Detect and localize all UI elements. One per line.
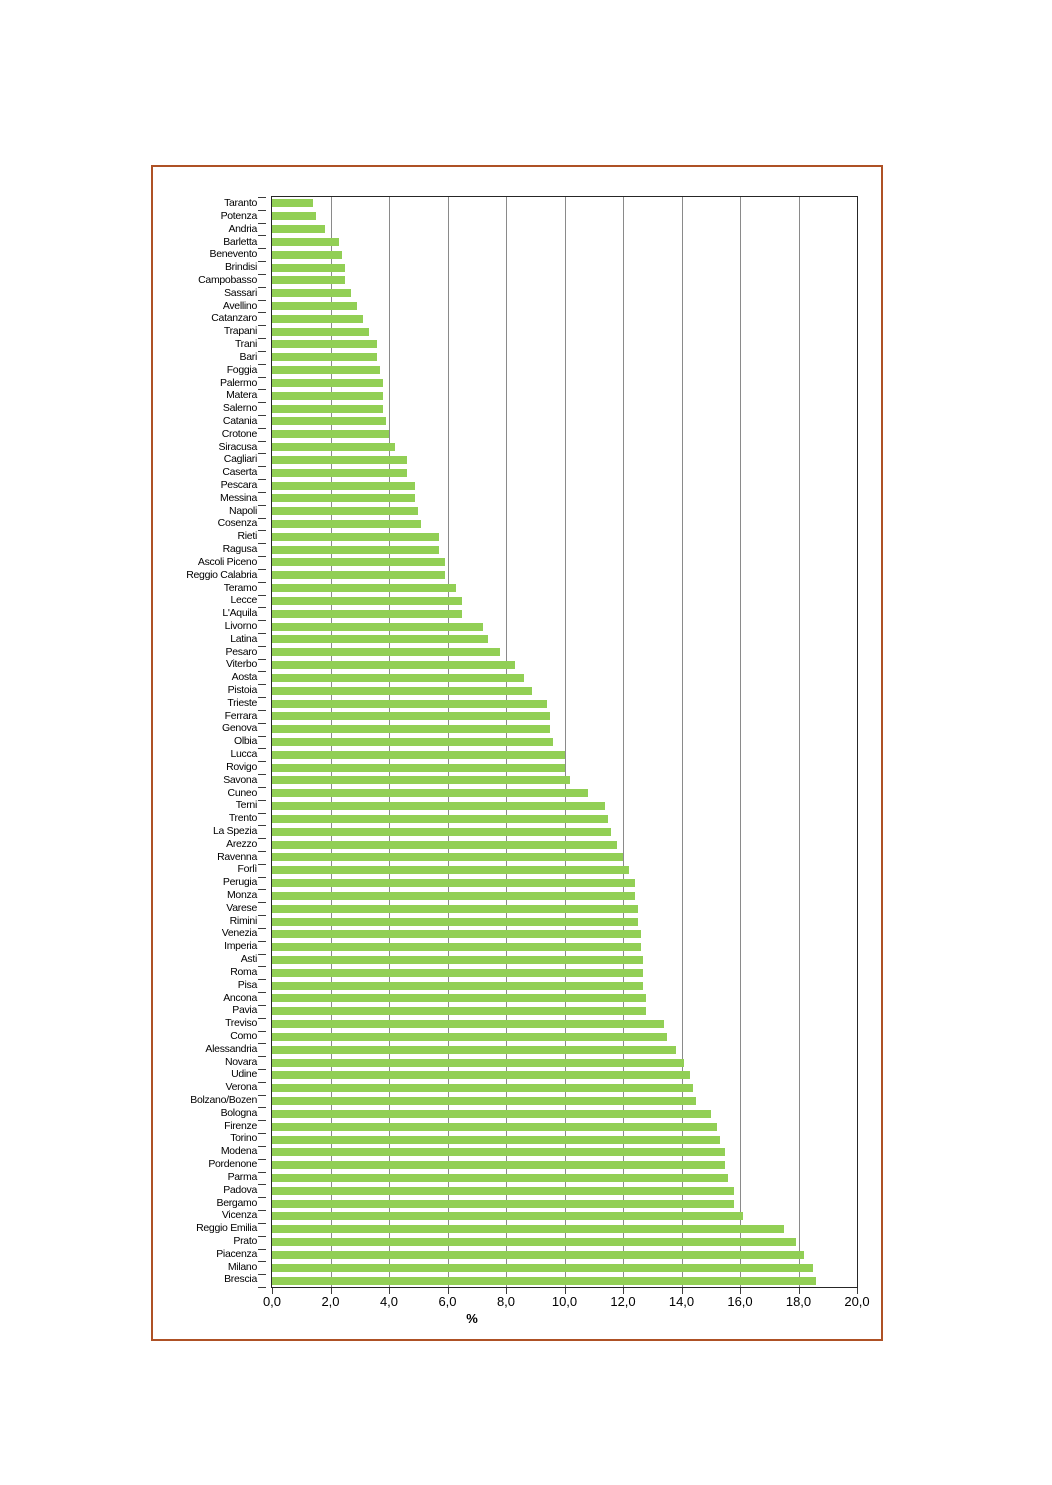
value-axis-title: % [466, 1311, 478, 1326]
category-tick [258, 941, 266, 942]
category-label: Lucca [230, 748, 257, 761]
bar-teramo [272, 584, 456, 592]
category-label: Trieste [227, 696, 257, 709]
bar-trapani [272, 328, 369, 336]
category-tick [258, 1197, 266, 1198]
bar-bologna [272, 1110, 711, 1118]
category-tick [258, 518, 266, 519]
category-label: Olbia [233, 735, 257, 748]
category-label: Andria [228, 222, 257, 235]
category-tick [258, 684, 266, 685]
category-tick [258, 389, 266, 390]
bar-pesaro [272, 648, 500, 656]
category-label: Ragusa [222, 543, 257, 556]
category-tick [258, 620, 266, 621]
bar-ascoli-piceno [272, 558, 445, 566]
bar-ragusa [272, 546, 439, 554]
bar-matera [272, 392, 383, 400]
category-label: Como [230, 1029, 257, 1042]
category-label: Udine [231, 1068, 257, 1081]
category-label: Verona [225, 1081, 257, 1094]
bar-lucca [272, 751, 565, 759]
category-label: Rimini [229, 914, 257, 927]
category-tick [258, 710, 266, 711]
value-axis-tick-labels [262, 1294, 870, 1313]
category-label: L'Aquila [222, 607, 257, 620]
category-label: Catania [222, 414, 257, 427]
bar-rovigo [272, 764, 565, 772]
category-label: Avellino [222, 299, 257, 312]
bar-arezzo [272, 841, 617, 849]
category-tick [258, 992, 266, 993]
bar-latina [272, 635, 488, 643]
category-label: Salerno [222, 402, 257, 415]
category-label: Bologna [220, 1106, 257, 1119]
gridline [799, 197, 800, 1287]
category-label: Aosta [231, 671, 257, 684]
bar-pordenone [272, 1161, 725, 1169]
category-tick [258, 607, 266, 608]
bar-rimini [272, 918, 638, 926]
category-tick [258, 351, 266, 352]
bar-potenza [272, 212, 316, 220]
bar-alessandria [272, 1046, 676, 1054]
category-label: Pescara [220, 479, 257, 492]
category-label: Cuneo [227, 786, 257, 799]
bar-cosenza [272, 520, 421, 528]
category-label: Trani [234, 338, 257, 351]
bar-bolzano-bozen [272, 1097, 696, 1105]
category-label: Genova [222, 722, 257, 735]
bar-trieste [272, 700, 547, 708]
category-tick [258, 748, 266, 749]
category-label: Asti [240, 953, 257, 966]
category-tick [258, 441, 266, 442]
category-tick [258, 825, 266, 826]
category-tick [258, 274, 266, 275]
bar-terni [272, 802, 605, 810]
category-label: Napoli [229, 504, 257, 517]
category-tick [258, 889, 266, 890]
bar-sassari [272, 289, 351, 297]
category-axis-ticks [258, 197, 267, 1288]
category-tick [258, 415, 266, 416]
category-tick [258, 364, 266, 365]
bar-ancona [272, 994, 646, 1002]
bar-parma [272, 1174, 728, 1182]
category-tick [258, 723, 266, 724]
plot-area [271, 196, 858, 1288]
category-label: Messina [220, 491, 257, 504]
bar-caserta [272, 469, 407, 477]
category-label: Taranto [224, 197, 257, 210]
category-tick [258, 325, 266, 326]
category-tick [258, 736, 266, 737]
gridline [740, 197, 741, 1287]
bar-roma [272, 969, 643, 977]
category-axis-labels [150, 197, 257, 1287]
category-label: Teramo [223, 581, 257, 594]
category-tick [258, 197, 266, 198]
category-label: Forlì [237, 863, 257, 876]
category-tick [258, 646, 266, 647]
category-label: Brescia [224, 1273, 257, 1286]
category-tick [258, 1159, 266, 1160]
value-axis-tick-label: 12,0 [610, 1294, 636, 1309]
category-tick [258, 1146, 266, 1147]
category-tick [258, 902, 266, 903]
bar-benevento [272, 251, 342, 259]
category-label: Venezia [221, 927, 257, 940]
category-label: Sassari [224, 286, 257, 299]
category-label: Cagliari [223, 453, 257, 466]
bar-bari [272, 353, 377, 361]
category-tick [258, 1031, 266, 1032]
bar-foggia [272, 366, 380, 374]
bar-palermo [272, 379, 383, 387]
category-tick [258, 1249, 266, 1250]
category-label: Ravenna [217, 850, 257, 863]
category-label: Foggia [226, 363, 257, 376]
category-tick [258, 453, 266, 454]
bar-firenze [272, 1123, 717, 1131]
category-label: Barletta [223, 235, 257, 248]
value-axis-tick-label: 2,0 [321, 1294, 340, 1309]
bar-torino [272, 1136, 720, 1144]
category-tick [258, 966, 266, 967]
category-tick [258, 1274, 266, 1275]
bar-viterbo [272, 661, 515, 669]
bar-como [272, 1033, 667, 1041]
bar-siracusa [272, 443, 395, 451]
category-label: Novara [224, 1055, 257, 1068]
bar-savona [272, 776, 570, 784]
category-label: Torino [230, 1132, 257, 1145]
category-label: Potenza [220, 209, 257, 222]
category-label: Savona [223, 773, 257, 786]
category-label: Caserta [222, 466, 257, 479]
bar-imperia [272, 943, 641, 951]
category-label: Reggio Emilia [196, 1222, 257, 1235]
category-label: Lecce [230, 594, 257, 607]
category-label: Reggio Calabria [186, 568, 257, 581]
category-tick [258, 1261, 266, 1262]
bar-monza [272, 892, 635, 900]
category-label: Imperia [224, 940, 257, 953]
bar-cuneo [272, 789, 588, 797]
bar-napoli [272, 507, 418, 515]
bar-treviso [272, 1020, 664, 1028]
category-label: Perugia [222, 876, 257, 889]
category-label: Treviso [225, 1017, 257, 1030]
category-tick [258, 569, 266, 570]
bar-la-spezia [272, 828, 611, 836]
category-tick [258, 864, 266, 865]
bar-andria [272, 225, 325, 233]
bar-venezia [272, 930, 641, 938]
category-tick [258, 1223, 266, 1224]
category-tick [258, 338, 266, 339]
value-axis-tick-label: 8,0 [496, 1294, 516, 1309]
category-tick [258, 261, 266, 262]
category-label: Monza [226, 889, 257, 902]
category-tick [258, 1082, 266, 1083]
category-label: Piacenza [216, 1247, 257, 1260]
category-label: Arezzo [226, 837, 257, 850]
category-tick [258, 1236, 266, 1237]
category-tick [258, 1210, 266, 1211]
category-tick [258, 659, 266, 660]
bar-milano [272, 1264, 813, 1272]
category-label: Ancona [223, 991, 257, 1004]
bar-aosta [272, 674, 524, 682]
category-tick [258, 492, 266, 493]
category-label: Crotone [221, 427, 257, 440]
category-tick [258, 543, 266, 544]
category-tick [258, 851, 266, 852]
category-label: Parma [227, 1170, 257, 1183]
category-tick [258, 877, 266, 878]
category-tick [258, 787, 266, 788]
bar-avellino [272, 302, 357, 310]
category-label: Firenze [224, 1119, 257, 1132]
value-axis-tick-label: 14,0 [668, 1294, 695, 1309]
category-label: Milano [227, 1260, 257, 1273]
bar-reggio-emilia [272, 1225, 784, 1233]
category-label: Matera [226, 389, 257, 402]
category-tick [258, 979, 266, 980]
category-tick [258, 287, 266, 288]
bar-brescia [272, 1277, 816, 1285]
category-tick [258, 813, 266, 814]
bar-rieti [272, 533, 439, 541]
category-tick [258, 595, 266, 596]
category-label: Varese [226, 901, 257, 914]
category-tick [258, 210, 266, 211]
category-tick [258, 466, 266, 467]
category-label: Pesaro [225, 645, 257, 658]
category-tick [258, 582, 266, 583]
category-label: Alessandria [205, 1042, 257, 1055]
category-label: Padova [223, 1183, 257, 1196]
bar-pescara [272, 482, 415, 490]
category-label: Brindisi [224, 261, 257, 274]
bar-perugia [272, 879, 635, 887]
bar-brindisi [272, 264, 345, 272]
category-tick [258, 248, 266, 249]
bar-pisa [272, 982, 643, 990]
value-axis-tick-label: 18,0 [785, 1294, 812, 1309]
category-tick [258, 1005, 266, 1006]
category-label: Ferrara [224, 709, 257, 722]
category-tick [258, 1018, 266, 1019]
category-tick [258, 1172, 266, 1173]
category-label: Bolzano/Bozen [190, 1094, 257, 1107]
category-tick [258, 402, 266, 403]
category-tick [258, 556, 266, 557]
category-tick [258, 479, 266, 480]
category-tick [258, 1056, 266, 1057]
bar-olbia [272, 738, 553, 746]
bar-pistoia [272, 687, 532, 695]
category-tick [258, 1133, 266, 1134]
bar-verona [272, 1084, 693, 1092]
bar-genova [272, 725, 550, 733]
bar-bergamo [272, 1200, 734, 1208]
category-label: Latina [230, 632, 257, 645]
category-label: Terni [235, 799, 257, 812]
bar-lecce [272, 597, 462, 605]
category-label: Bergamo [216, 1196, 257, 1209]
bar-varese [272, 905, 638, 913]
value-axis-tick-label: 0,0 [262, 1294, 282, 1309]
category-label: Pistoia [227, 684, 257, 697]
bar-livorno [272, 623, 483, 631]
bar-forl- [272, 866, 629, 874]
bar-pavia [272, 1007, 646, 1015]
category-label: Catanzaro [211, 312, 257, 325]
category-label: Livorno [224, 619, 257, 632]
bar-cagliari [272, 456, 407, 464]
category-tick [258, 1120, 266, 1121]
category-tick [258, 954, 266, 955]
value-axis-tick-label: 10,0 [551, 1294, 578, 1309]
bar-catanzaro [272, 315, 363, 323]
bar-ravenna [272, 853, 623, 861]
category-tick [258, 1043, 266, 1044]
category-tick [258, 1107, 266, 1108]
category-tick [258, 774, 266, 775]
category-tick [258, 428, 266, 429]
bar-novara [272, 1059, 684, 1067]
category-tick [258, 838, 266, 839]
category-label: Roma [230, 965, 257, 978]
category-label: Benevento [209, 248, 257, 261]
bar-modena [272, 1148, 725, 1156]
bar-udine [272, 1071, 690, 1079]
category-tick [258, 800, 266, 801]
value-axis-tick-label: 6,0 [438, 1294, 457, 1309]
category-tick [258, 633, 266, 634]
bar-piacenza [272, 1251, 804, 1259]
category-label: Prato [233, 1234, 257, 1247]
category-label: Ascoli Piceno [197, 555, 257, 568]
category-tick [258, 1287, 266, 1288]
category-label: Trento [228, 812, 257, 825]
bar-trani [272, 340, 377, 348]
category-tick [258, 1184, 266, 1185]
bar-trento [272, 815, 608, 823]
bar-catania [272, 417, 386, 425]
bar-salerno [272, 405, 383, 413]
bar-l-aquila [272, 610, 462, 618]
category-tick [258, 505, 266, 506]
bar-barletta [272, 238, 339, 246]
bar-crotone [272, 430, 389, 438]
category-label: Pisa [237, 978, 257, 991]
category-label: Modena [220, 1145, 257, 1158]
category-tick [258, 235, 266, 236]
bar-padova [272, 1187, 734, 1195]
value-axis-tick-label: 16,0 [727, 1294, 753, 1309]
category-label: Siracusa [218, 440, 257, 453]
category-tick [258, 697, 266, 698]
value-axis-tick-label: 20,0 [844, 1294, 870, 1309]
category-tick [258, 761, 266, 762]
category-tick [258, 223, 266, 224]
bar-asti [272, 956, 643, 964]
bar-taranto [272, 199, 313, 207]
category-label: Vicenza [221, 1209, 257, 1222]
category-label: Pordenone [208, 1158, 257, 1171]
category-tick [258, 530, 266, 531]
category-label: Rovigo [226, 760, 257, 773]
category-label: Bari [239, 350, 257, 363]
category-label: Palermo [220, 376, 257, 389]
bar-vicenza [272, 1212, 743, 1220]
category-label: Pavia [232, 1004, 257, 1017]
bar-prato [272, 1238, 796, 1246]
category-tick [258, 671, 266, 672]
category-tick [258, 377, 266, 378]
category-tick [258, 915, 266, 916]
bar-messina [272, 494, 415, 502]
category-tick [258, 1069, 266, 1070]
category-label: Campobasso [198, 274, 257, 287]
category-tick [258, 1095, 266, 1096]
bar-ferrara [272, 712, 550, 720]
category-tick [258, 300, 266, 301]
category-tick [258, 312, 266, 313]
category-label: Cosenza [217, 517, 257, 530]
category-label: La Spezia [212, 824, 257, 837]
bar-campobasso [272, 276, 345, 284]
value-axis-tick-label: 4,0 [379, 1294, 399, 1309]
bar-reggio-calabria [272, 571, 445, 579]
category-label: Rieti [237, 530, 257, 543]
category-tick [258, 928, 266, 929]
category-label: Trapani [223, 325, 257, 338]
category-label: Viterbo [226, 658, 257, 671]
